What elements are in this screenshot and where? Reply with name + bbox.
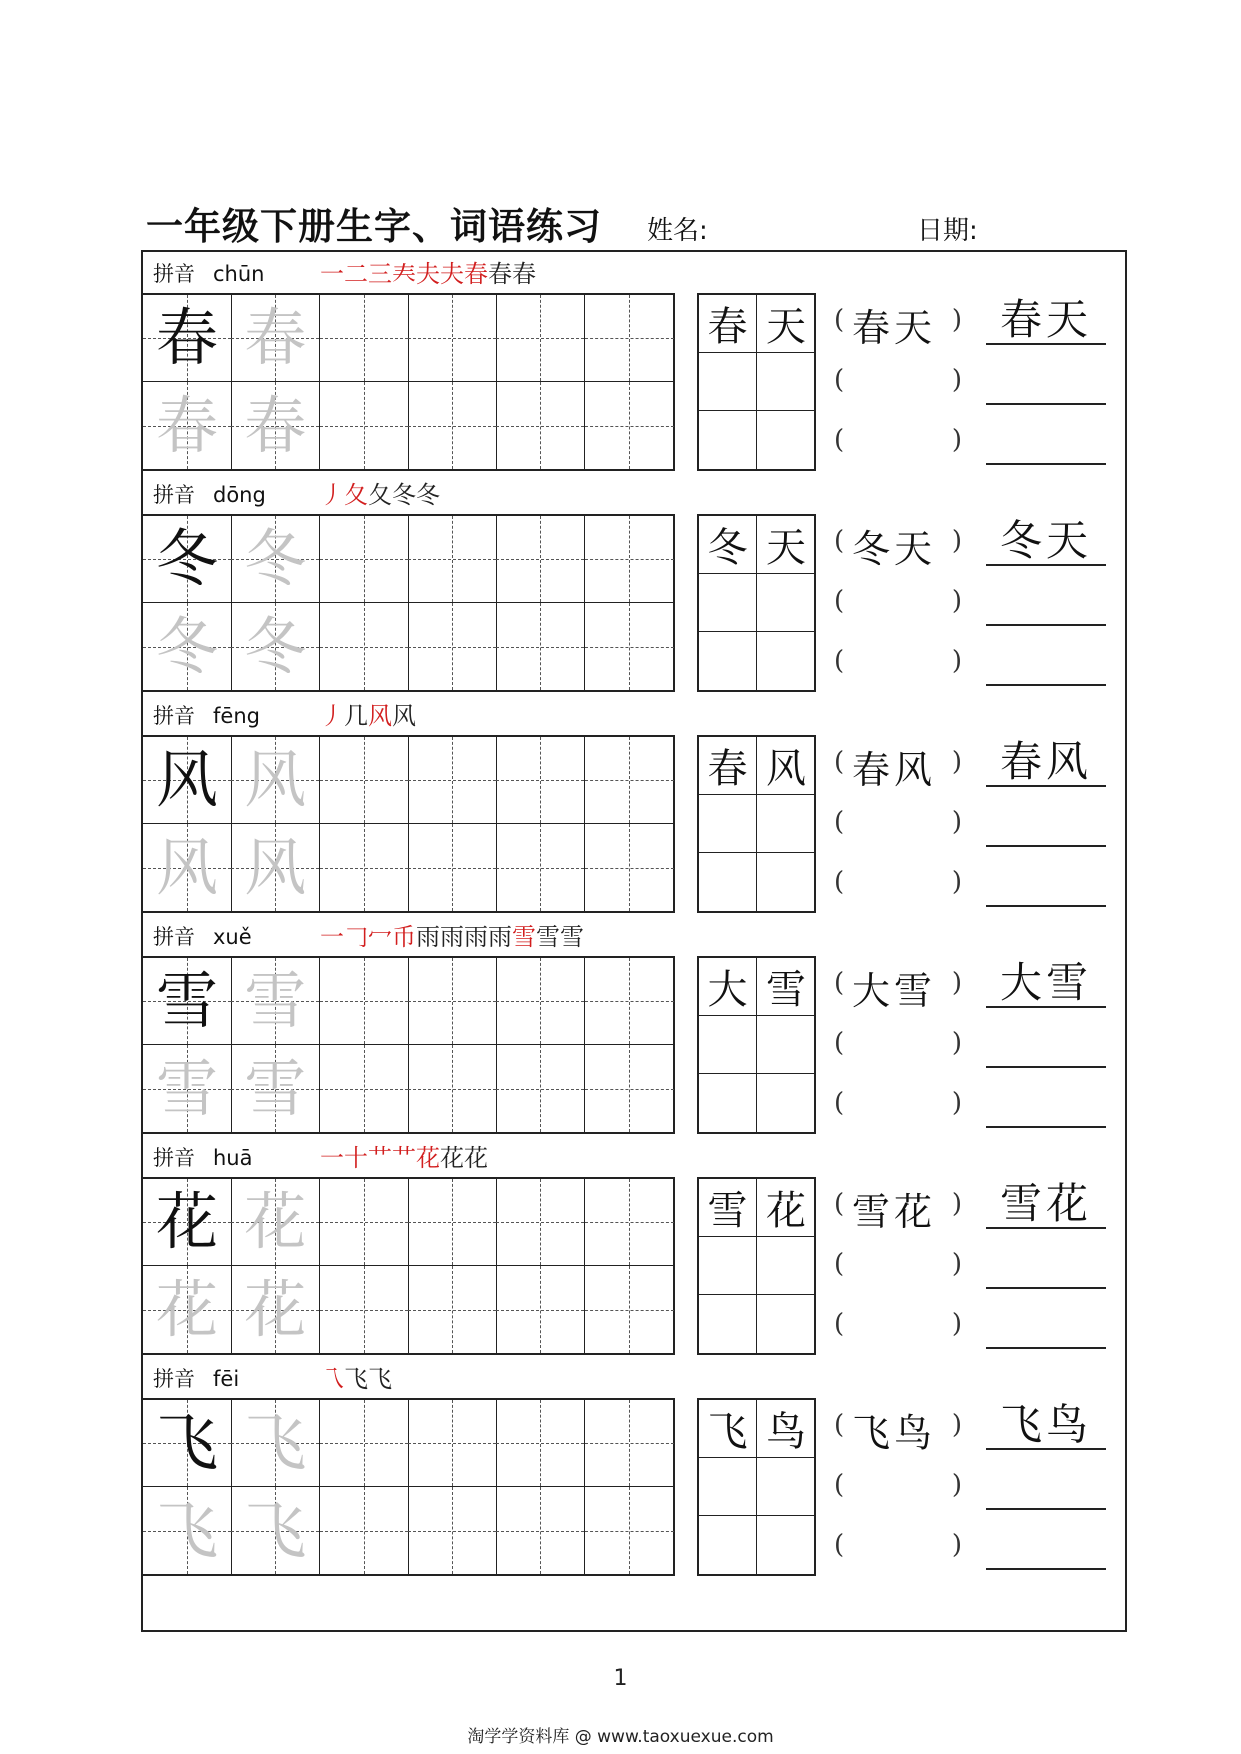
writing-cell[interactable] xyxy=(231,295,320,382)
word-box xyxy=(697,1398,816,1576)
open-paren: ( xyxy=(834,1470,845,1500)
word-example-line: 大 雪 xyxy=(986,958,1106,1008)
writing-cell[interactable] xyxy=(408,516,497,603)
writing-cell[interactable] xyxy=(496,1045,585,1132)
writing-cell[interactable] xyxy=(143,1266,232,1353)
writing-cell[interactable] xyxy=(408,737,497,824)
tianzige-grid xyxy=(141,735,675,913)
writing-cell[interactable] xyxy=(496,824,585,911)
stroke-step: 冖 xyxy=(368,923,392,951)
stroke-step: 冬 xyxy=(416,481,440,509)
stroke-step: 𠃌 xyxy=(344,923,368,951)
writing-cell[interactable] xyxy=(320,737,409,824)
trace-character: 雪 xyxy=(155,1051,218,1125)
pinyin-text: huā xyxy=(213,1146,253,1170)
open-paren: ( xyxy=(834,1088,845,1118)
writing-cell[interactable] xyxy=(143,958,232,1045)
trace-character: 风 xyxy=(244,743,307,816)
trace-character: 花 xyxy=(244,1272,307,1346)
blank-parentheses[interactable] xyxy=(834,1241,962,1291)
writing-cell[interactable] xyxy=(320,958,409,1045)
blank-parentheses[interactable] xyxy=(834,1301,962,1351)
pinyin-label: 拼音 xyxy=(153,1367,195,1391)
trace-character: 春 xyxy=(244,388,307,462)
close-paren: ) xyxy=(951,305,962,335)
writing-cell[interactable] xyxy=(496,1400,585,1487)
word-parentheses xyxy=(834,1402,962,1455)
writing-cell[interactable] xyxy=(231,1400,320,1487)
word-writing-cell[interactable] xyxy=(699,1074,757,1132)
word-character-cell: 春 xyxy=(699,737,757,795)
blank-parentheses[interactable] xyxy=(834,1080,962,1130)
model-character: 风 xyxy=(155,743,218,816)
writing-cell[interactable] xyxy=(496,603,585,690)
word-writing-cell[interactable] xyxy=(757,795,815,853)
tianzige-grid xyxy=(141,1398,675,1576)
trace-character: 花 xyxy=(244,1185,307,1258)
word-writing-cell[interactable] xyxy=(699,795,757,853)
writing-cell[interactable] xyxy=(143,382,232,469)
blank-parentheses[interactable] xyxy=(834,1522,962,1572)
stroke-step: 春 xyxy=(464,260,488,288)
open-paren: ( xyxy=(834,968,845,998)
blank-parentheses[interactable] xyxy=(834,799,962,849)
word-writing-cell[interactable] xyxy=(757,1237,815,1295)
writing-cell[interactable] xyxy=(496,958,585,1045)
writing-cell[interactable] xyxy=(231,1045,320,1132)
word-writing-line[interactable] xyxy=(986,797,1106,847)
pinyin-row xyxy=(153,258,264,288)
writing-cell[interactable] xyxy=(408,1400,497,1487)
stroke-step: 丿 xyxy=(320,481,344,509)
writing-cell[interactable] xyxy=(231,382,320,469)
stroke-order xyxy=(320,696,416,731)
writing-cell[interactable] xyxy=(143,1045,232,1132)
writing-cell[interactable] xyxy=(320,382,409,469)
word-parentheses xyxy=(834,739,962,792)
close-paren: ) xyxy=(951,425,962,455)
word-text: 春风 xyxy=(852,748,937,792)
word-writing-line[interactable] xyxy=(986,355,1106,405)
writing-cell[interactable] xyxy=(320,1179,409,1266)
close-paren: ) xyxy=(951,1410,962,1440)
word-box xyxy=(697,1177,816,1355)
footer-source: 淘学学资料库 @ www.taoxuexue.com xyxy=(467,1727,774,1747)
trace-character: 春 xyxy=(244,301,307,374)
close-paren: ) xyxy=(951,867,962,897)
close-paren: ) xyxy=(951,1028,962,1058)
model-character: 冬 xyxy=(155,522,218,595)
writing-cell[interactable] xyxy=(408,824,497,911)
stroke-step: 一 xyxy=(320,1144,344,1172)
word-writing-cell[interactable] xyxy=(757,1458,815,1516)
trace-character: 飞 xyxy=(155,1493,218,1567)
word-character-cell: 春 xyxy=(699,295,757,353)
close-paren: ) xyxy=(951,526,962,556)
writing-cell[interactable] xyxy=(143,295,232,382)
open-paren: ( xyxy=(834,1530,845,1560)
writing-cell[interactable] xyxy=(408,295,497,382)
trace-character: 雪 xyxy=(244,964,307,1037)
writing-cell[interactable] xyxy=(585,516,674,603)
writing-cell[interactable] xyxy=(585,1266,674,1353)
open-paren: ( xyxy=(834,586,845,616)
word-writing-cell[interactable] xyxy=(699,1295,757,1353)
writing-cell[interactable] xyxy=(585,295,674,382)
stroke-step: 一 xyxy=(320,923,344,951)
writing-cell[interactable] xyxy=(496,737,585,824)
pinyin-label: 拼音 xyxy=(153,925,195,949)
close-paren: ) xyxy=(951,807,962,837)
word-box xyxy=(697,293,816,471)
writing-cell[interactable] xyxy=(408,382,497,469)
writing-cell[interactable] xyxy=(585,1400,674,1487)
model-character: 飞 xyxy=(155,1406,218,1479)
model-character: 雪 xyxy=(155,964,218,1037)
writing-cell[interactable] xyxy=(231,737,320,824)
stroke-step: 乁 xyxy=(320,1365,344,1393)
word-example-line: 冬 天 xyxy=(986,516,1106,566)
word-character-cell: 大 xyxy=(699,958,757,1016)
blank-parentheses[interactable] xyxy=(834,638,962,688)
close-paren: ) xyxy=(951,1189,962,1219)
writing-cell[interactable] xyxy=(585,1487,674,1574)
word-writing-cell[interactable] xyxy=(757,632,815,690)
stroke-step: 雪 xyxy=(560,923,584,951)
stroke-order xyxy=(320,475,440,510)
stroke-step: 夂 xyxy=(344,481,368,509)
stroke-step: 币 xyxy=(392,923,416,951)
open-paren: ( xyxy=(834,305,845,335)
pinyin-label: 拼音 xyxy=(153,1146,195,1170)
tianzige-grid xyxy=(141,293,675,471)
word-character-cell: 雪 xyxy=(699,1179,757,1237)
page-number: 1 xyxy=(613,1666,628,1691)
stroke-step: 冬 xyxy=(392,481,416,509)
pinyin-label: 拼音 xyxy=(153,483,195,507)
word-example-line: 雪 花 xyxy=(986,1179,1106,1229)
writing-cell[interactable] xyxy=(585,603,674,690)
stroke-step: 几 xyxy=(344,702,368,730)
close-paren: ) xyxy=(951,1530,962,1560)
word-writing-cell[interactable] xyxy=(757,1016,815,1074)
word-text: 大雪 xyxy=(852,969,937,1013)
date-label: 日期: xyxy=(917,216,978,246)
writing-cell[interactable] xyxy=(320,824,409,911)
stroke-order xyxy=(320,917,584,952)
word-writing-cell[interactable] xyxy=(757,411,815,469)
stroke-order xyxy=(320,1359,392,1394)
blank-parentheses[interactable] xyxy=(834,417,962,467)
word-writing-cell[interactable] xyxy=(699,574,757,632)
blank-parentheses[interactable] xyxy=(834,1020,962,1070)
word-text: 冬天 xyxy=(852,527,937,571)
writing-cell[interactable] xyxy=(585,382,674,469)
trace-character: 冬 xyxy=(244,609,307,683)
model-character: 春 xyxy=(155,301,218,374)
open-paren: ( xyxy=(834,425,845,455)
word-character-cell: 天 xyxy=(757,295,815,353)
word-parentheses xyxy=(834,960,962,1013)
trace-character: 冬 xyxy=(155,609,218,683)
word-writing-cell[interactable] xyxy=(757,1295,815,1353)
writing-cell[interactable] xyxy=(408,1179,497,1266)
word-example-line: 飞 鸟 xyxy=(986,1400,1106,1450)
writing-cell[interactable] xyxy=(320,603,409,690)
writing-cell[interactable] xyxy=(408,1487,497,1574)
close-paren: ) xyxy=(951,968,962,998)
pinyin-text: xuě xyxy=(213,925,252,949)
writing-cell[interactable] xyxy=(143,1179,232,1266)
word-writing-line[interactable] xyxy=(986,636,1106,686)
writing-cell[interactable] xyxy=(408,603,497,690)
word-writing-cell[interactable] xyxy=(699,853,757,911)
word-writing-cell[interactable] xyxy=(699,1516,757,1574)
trace-character: 飞 xyxy=(244,1493,307,1567)
close-paren: ) xyxy=(951,365,962,395)
writing-cell[interactable] xyxy=(408,958,497,1045)
stroke-step: 雨 xyxy=(488,923,512,951)
word-text: 飞鸟 xyxy=(852,1411,937,1455)
word-writing-cell[interactable] xyxy=(757,574,815,632)
word-character-cell: 飞 xyxy=(699,1400,757,1458)
stroke-step: 春 xyxy=(512,260,536,288)
writing-cell[interactable] xyxy=(585,737,674,824)
writing-cell[interactable] xyxy=(320,1266,409,1353)
stroke-step: 丿 xyxy=(320,702,344,730)
close-paren: ) xyxy=(951,1309,962,1339)
model-character: 花 xyxy=(155,1185,218,1258)
pinyin-label: 拼音 xyxy=(153,262,195,286)
stroke-step: 三 xyxy=(368,260,392,288)
close-paren: ) xyxy=(951,1249,962,1279)
word-writing-cell[interactable] xyxy=(699,1016,757,1074)
stroke-step: 花 xyxy=(440,1144,464,1172)
word-example-line: 春 风 xyxy=(986,737,1106,787)
tianzige-grid xyxy=(141,514,675,692)
writing-cell[interactable] xyxy=(320,295,409,382)
word-writing-line[interactable] xyxy=(986,1520,1106,1570)
page-title: 一年级下册生字、词语练习 xyxy=(146,205,602,248)
stroke-step: 春 xyxy=(488,260,512,288)
stroke-step: 二 xyxy=(344,260,368,288)
word-writing-line[interactable] xyxy=(986,1299,1106,1349)
writing-cell[interactable] xyxy=(231,516,320,603)
stroke-step: 𡗗 xyxy=(392,260,416,288)
writing-cell[interactable] xyxy=(143,824,232,911)
open-paren: ( xyxy=(834,747,845,777)
name-label: 姓名: xyxy=(647,216,708,246)
word-writing-cell[interactable] xyxy=(699,353,757,411)
pinyin-label: 拼音 xyxy=(153,704,195,728)
writing-cell[interactable] xyxy=(143,1487,232,1574)
word-writing-line[interactable] xyxy=(986,1018,1106,1068)
word-character-cell: 花 xyxy=(757,1179,815,1237)
stroke-order xyxy=(320,1138,488,1173)
close-paren: ) xyxy=(951,646,962,676)
writing-cell[interactable] xyxy=(231,603,320,690)
stroke-step: 风 xyxy=(368,702,392,730)
word-writing-line[interactable] xyxy=(986,1078,1106,1128)
word-parentheses xyxy=(834,1181,962,1234)
pinyin-text: fēi xyxy=(213,1367,240,1391)
trace-character: 风 xyxy=(244,830,307,904)
open-paren: ( xyxy=(834,1189,845,1219)
word-writing-cell[interactable] xyxy=(757,353,815,411)
open-paren: ( xyxy=(834,807,845,837)
writing-cell[interactable] xyxy=(496,382,585,469)
stroke-step: 风 xyxy=(392,702,416,730)
stroke-step: 花 xyxy=(416,1144,440,1172)
word-writing-cell[interactable] xyxy=(757,853,815,911)
open-paren: ( xyxy=(834,646,845,676)
word-example-line: 春 天 xyxy=(986,295,1106,345)
close-paren: ) xyxy=(951,1470,962,1500)
word-writing-cell[interactable] xyxy=(757,1074,815,1132)
trace-character: 花 xyxy=(155,1272,218,1346)
word-writing-line[interactable] xyxy=(986,1460,1106,1510)
stroke-step: 雨 xyxy=(464,923,488,951)
tianzige-grid xyxy=(141,956,675,1134)
writing-cell[interactable] xyxy=(143,603,232,690)
stroke-order xyxy=(320,254,536,289)
word-character-cell: 雪 xyxy=(757,958,815,1016)
writing-cell[interactable] xyxy=(231,1487,320,1574)
word-box xyxy=(697,956,816,1134)
trace-character: 冬 xyxy=(244,522,307,595)
open-paren: ( xyxy=(834,1028,845,1058)
word-writing-line[interactable] xyxy=(986,576,1106,626)
stroke-step: 艹 xyxy=(368,1144,392,1172)
close-paren: ) xyxy=(951,1088,962,1118)
writing-cell[interactable] xyxy=(143,516,232,603)
open-paren: ( xyxy=(834,1309,845,1339)
close-paren: ) xyxy=(951,747,962,777)
writing-cell[interactable] xyxy=(496,1266,585,1353)
word-writing-line[interactable] xyxy=(986,1239,1106,1289)
word-character-cell: 天 xyxy=(757,516,815,574)
writing-cell[interactable] xyxy=(496,1179,585,1266)
stroke-step: 花 xyxy=(464,1144,488,1172)
writing-cell[interactable] xyxy=(231,1266,320,1353)
pinyin-text: chūn xyxy=(213,262,265,286)
writing-cell[interactable] xyxy=(496,295,585,382)
open-paren: ( xyxy=(834,365,845,395)
stroke-step: 一 xyxy=(320,260,344,288)
pinyin-row xyxy=(153,700,260,730)
word-box xyxy=(697,514,816,692)
writing-cell[interactable] xyxy=(496,1487,585,1574)
word-text: 雪花 xyxy=(852,1190,937,1234)
stroke-step: 雪 xyxy=(536,923,560,951)
pinyin-row xyxy=(153,1363,239,1393)
word-writing-line[interactable] xyxy=(986,415,1106,465)
writing-cell[interactable] xyxy=(231,1179,320,1266)
writing-cell[interactable] xyxy=(496,516,585,603)
stroke-step: 雪 xyxy=(512,923,536,951)
trace-character: 春 xyxy=(155,388,218,462)
word-writing-cell[interactable] xyxy=(699,1458,757,1516)
writing-cell[interactable] xyxy=(320,516,409,603)
pinyin-text: dōng xyxy=(213,483,266,507)
writing-cell[interactable] xyxy=(143,1400,232,1487)
open-paren: ( xyxy=(834,1410,845,1440)
word-writing-cell[interactable] xyxy=(699,632,757,690)
tianzige-grid xyxy=(141,1177,675,1355)
writing-cell[interactable] xyxy=(320,1045,409,1132)
writing-cell[interactable] xyxy=(408,1045,497,1132)
word-parentheses xyxy=(834,518,962,571)
writing-cell[interactable] xyxy=(408,1266,497,1353)
word-character-cell: 风 xyxy=(757,737,815,795)
writing-cell[interactable] xyxy=(585,958,674,1045)
stroke-step: 夫 xyxy=(416,260,440,288)
pinyin-text: fēng xyxy=(213,704,260,728)
stroke-step: 雨 xyxy=(440,923,464,951)
stroke-step: 夂 xyxy=(368,481,392,509)
writing-cell[interactable] xyxy=(585,1045,674,1132)
blank-parentheses[interactable] xyxy=(834,859,962,909)
trace-character: 雪 xyxy=(244,1051,307,1125)
pinyin-row xyxy=(153,479,266,509)
stroke-step: 十 xyxy=(344,1144,368,1172)
writing-cell[interactable] xyxy=(320,1487,409,1574)
pinyin-row xyxy=(153,921,252,951)
trace-character: 风 xyxy=(155,830,218,904)
writing-cell[interactable] xyxy=(585,824,674,911)
word-character-cell: 鸟 xyxy=(757,1400,815,1458)
word-text: 春天 xyxy=(852,306,937,350)
writing-cell[interactable] xyxy=(320,1400,409,1487)
writing-cell[interactable] xyxy=(585,1179,674,1266)
open-paren: ( xyxy=(834,867,845,897)
writing-cell[interactable] xyxy=(143,737,232,824)
writing-cell[interactable] xyxy=(231,824,320,911)
word-writing-line[interactable] xyxy=(986,857,1106,907)
close-paren: ) xyxy=(951,586,962,616)
open-paren: ( xyxy=(834,1249,845,1279)
stroke-step: 飞 xyxy=(344,1365,368,1393)
stroke-step: 艹 xyxy=(392,1144,416,1172)
trace-character: 飞 xyxy=(244,1406,307,1479)
open-paren: ( xyxy=(834,526,845,556)
blank-parentheses[interactable] xyxy=(834,357,962,407)
pinyin-row xyxy=(153,1142,253,1172)
word-writing-cell[interactable] xyxy=(699,1237,757,1295)
stroke-step: 雨 xyxy=(416,923,440,951)
stroke-step: 夫 xyxy=(440,260,464,288)
blank-parentheses[interactable] xyxy=(834,1462,962,1512)
writing-cell[interactable] xyxy=(231,958,320,1045)
word-parentheses xyxy=(834,297,962,350)
word-character-cell: 冬 xyxy=(699,516,757,574)
word-writing-cell[interactable] xyxy=(699,411,757,469)
word-box xyxy=(697,735,816,913)
stroke-step: 飞 xyxy=(368,1365,392,1393)
word-writing-cell[interactable] xyxy=(757,1516,815,1574)
blank-parentheses[interactable] xyxy=(834,578,962,628)
